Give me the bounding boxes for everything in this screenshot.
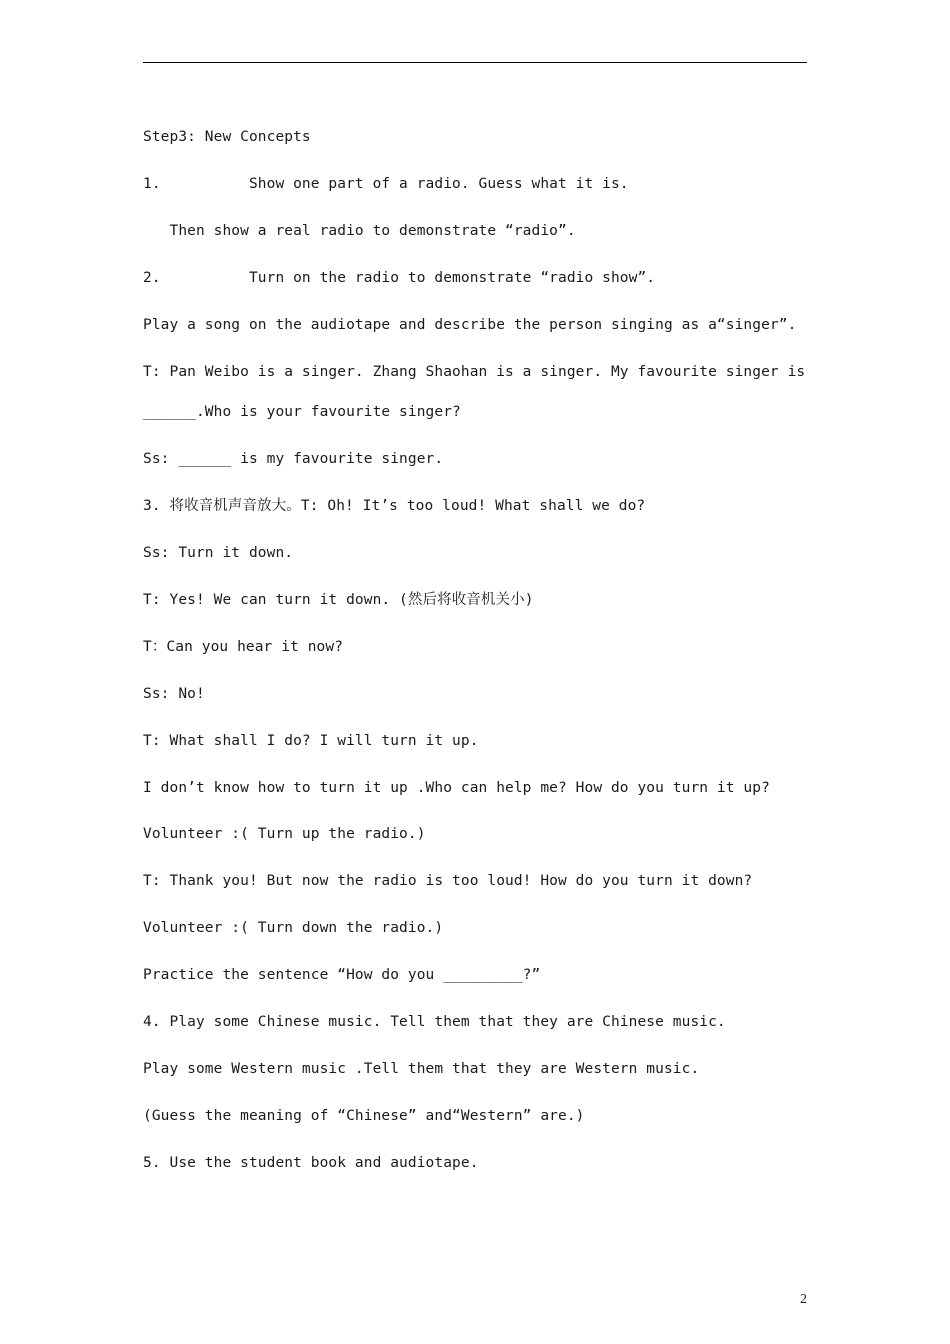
text-line: 2. Turn on the radio to demonstrate “radio show”. [143,270,656,286]
text-line: T：Can you hear it now? [143,639,344,655]
text-line: Volunteer :( Turn down the radio.) [143,920,444,936]
text-line: T: Yes! We can turn it down. (然后将收音机关小) [143,592,534,608]
section-heading: Step3: New Concepts [143,129,311,145]
text-line: Play some Western music .Tell them that they are Western music. [143,1061,700,1077]
text-line: ______.Who is your favourite singer? [143,404,461,420]
text-line: Practice the sentence “How do you _________?” [143,967,541,983]
text-line: 4. Play some Chinese music. Tell them that they are Chinese music. [143,1014,726,1030]
header-rule [143,62,807,63]
text-line: T: Thank you! But now the radio is too loud! How do you turn it down? [143,873,753,889]
text-line: (Guess the meaning of “Chinese” and“Western” are.) [143,1108,585,1124]
text-line: T: What shall I do? I will turn it up. [143,733,479,749]
page-number: 2 [800,1292,807,1307]
text-line: Ss: No! [143,686,205,702]
text-line: Volunteer :( Turn up the radio.) [143,826,426,842]
text-line: 5. Use the student book and audiotape. [143,1155,479,1171]
text-line: Ss: Turn it down. [143,545,294,561]
text-line: 1. Show one part of a radio. Guess what it is. [143,176,629,192]
text-line: 3. 将收音机声音放大。T: Oh! It’s too loud! What shall we do? [143,498,646,514]
text-line: Then show a real radio to demonstrate “radio”. [143,223,576,239]
text-line: Play a song on the audiotape and describe the person singing as a“singer”. [143,317,797,333]
text-line: I don’t know how to turn it up .Who can help me? How do you turn it up? [143,780,770,796]
text-line: T: Pan Weibo is a singer. Zhang Shaohan is a singer. My favourite singer is [143,364,806,380]
text-line: Ss: ______ is my favourite singer. [143,451,444,467]
